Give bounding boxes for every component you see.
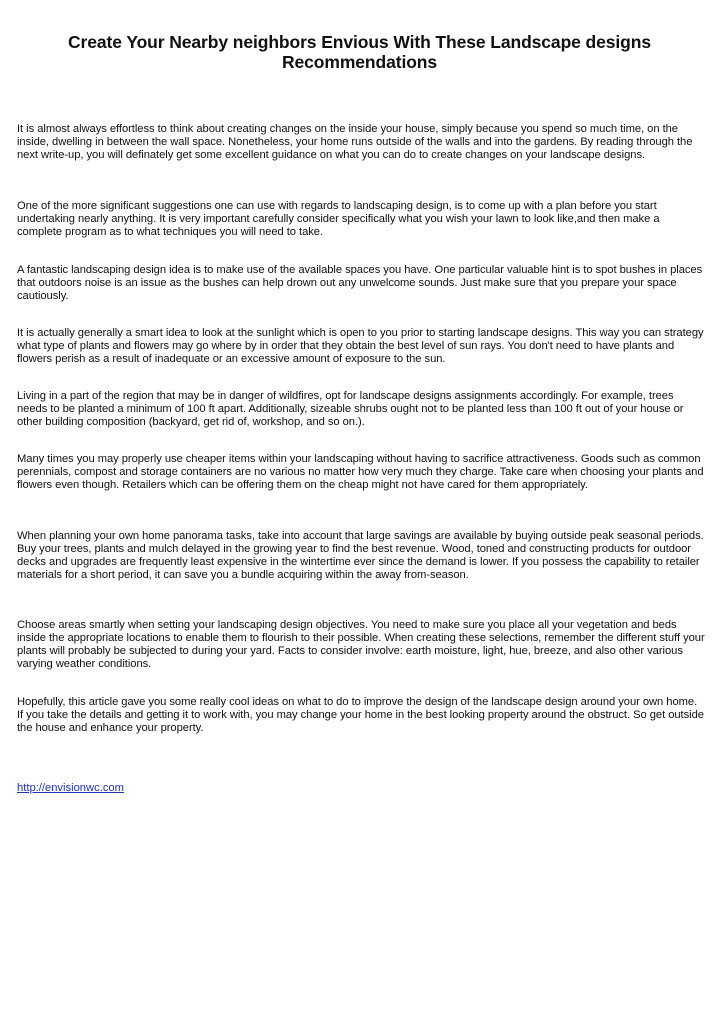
paragraph-sunlight: It is actually generally a smart idea to look at the sunlight which is open to you prior to starting landscape designs. This way you can strategy what type of plants and flowers may go where by in order that they obtain the best level of sun rays. You don't need to have plants and flowers perish as a result of inadequate or an excessive amount of exposure to the sun.	[17, 327, 704, 365]
paragraph-areas: Choose areas smartly when setting your landscaping design objectives. You need to make sure you place all your vegetation and beds inside the appropriate locations to enable them to flourish to their possible. When creating these selections, remember the different stuff your plants will probably be subjected to during your yard. Facts to consider involve: earth moisture, light, hue, breeze, and also other various varying weather conditions.	[17, 619, 705, 670]
paragraph-conclusion: Hopefully, this article gave you some really cool ideas on what to do to improve the design of the landscape design around your own home. If you take the details and getting it to work with, you may change your home in the best looking property around the obstruct. So get outside the house and enhance your property.	[17, 696, 704, 734]
paragraph-wildfires: Living in a part of the region that may be in danger of wildfires, opt for landscape designs assignments accordingly. For example, trees needs to be planted a minimum of 100 ft apart. Additionally, sizeable shrubs ought not to be planted less than 100 ft out of your house or other building composition (backyard, get rid of, workshop, and so on.).	[17, 390, 684, 428]
paragraph-cheaper-items: Many times you may properly use cheaper items within your landscaping without having to sacrifice attractiveness. Goods such as common perennials, compost and storage containers are no various no matter how very much they charge. Take care when choosing your plants and flowers even though. Retailers which can be offering them on the cheap might not have cared for them appropriately.	[17, 453, 704, 491]
paragraph-savings: When planning your own home panorama tasks, take into account that large savings are available by buying outside peak seasonal periods. Buy your trees, plants and mulch delayed in the growing year to find the best revenue. Wood, toned and constructing products for outdoor decks and upgrades are frequently least expensive in the wintertime ever since the demand is lower. If you possess the capability to retailer materials for a short period, it can save you a bundle acquiring within the away from-season.	[17, 530, 704, 581]
source-link[interactable]: http://envisionwc.com	[17, 782, 124, 794]
paragraph-plan: One of the more significant suggestions one can use with regards to landscaping design, is to come up with a plan before you start undertaking nearly anything. It is very important carefully consider specifically what you wish your lawn to look like,and then make a complete program as to what techniques you will need to take.	[17, 200, 660, 238]
document-title: Create Your Nearby neighbors Envious With These Landscape designs Recommendations	[68, 32, 651, 72]
paragraph-intro: It is almost always effortless to think about creating changes on the inside your house, simply because you spend so much time, on the inside, dwelling in between the wall space. Nonetheless, your home runs outside of the walls and into the gardens. By reading through the next write-up, you will definately get some excellent guidance on what you can do to create changes on your landscape designs.	[17, 123, 693, 161]
paragraph-spaces: A fantastic landscaping design idea is to make use of the available spaces you have. One particular valuable hint is to spot bushes in places that outdoors noise is an issue as the bushes can help drown out any unwelcome sounds. Just make sure that you prepare your space cautiously.	[17, 264, 703, 302]
